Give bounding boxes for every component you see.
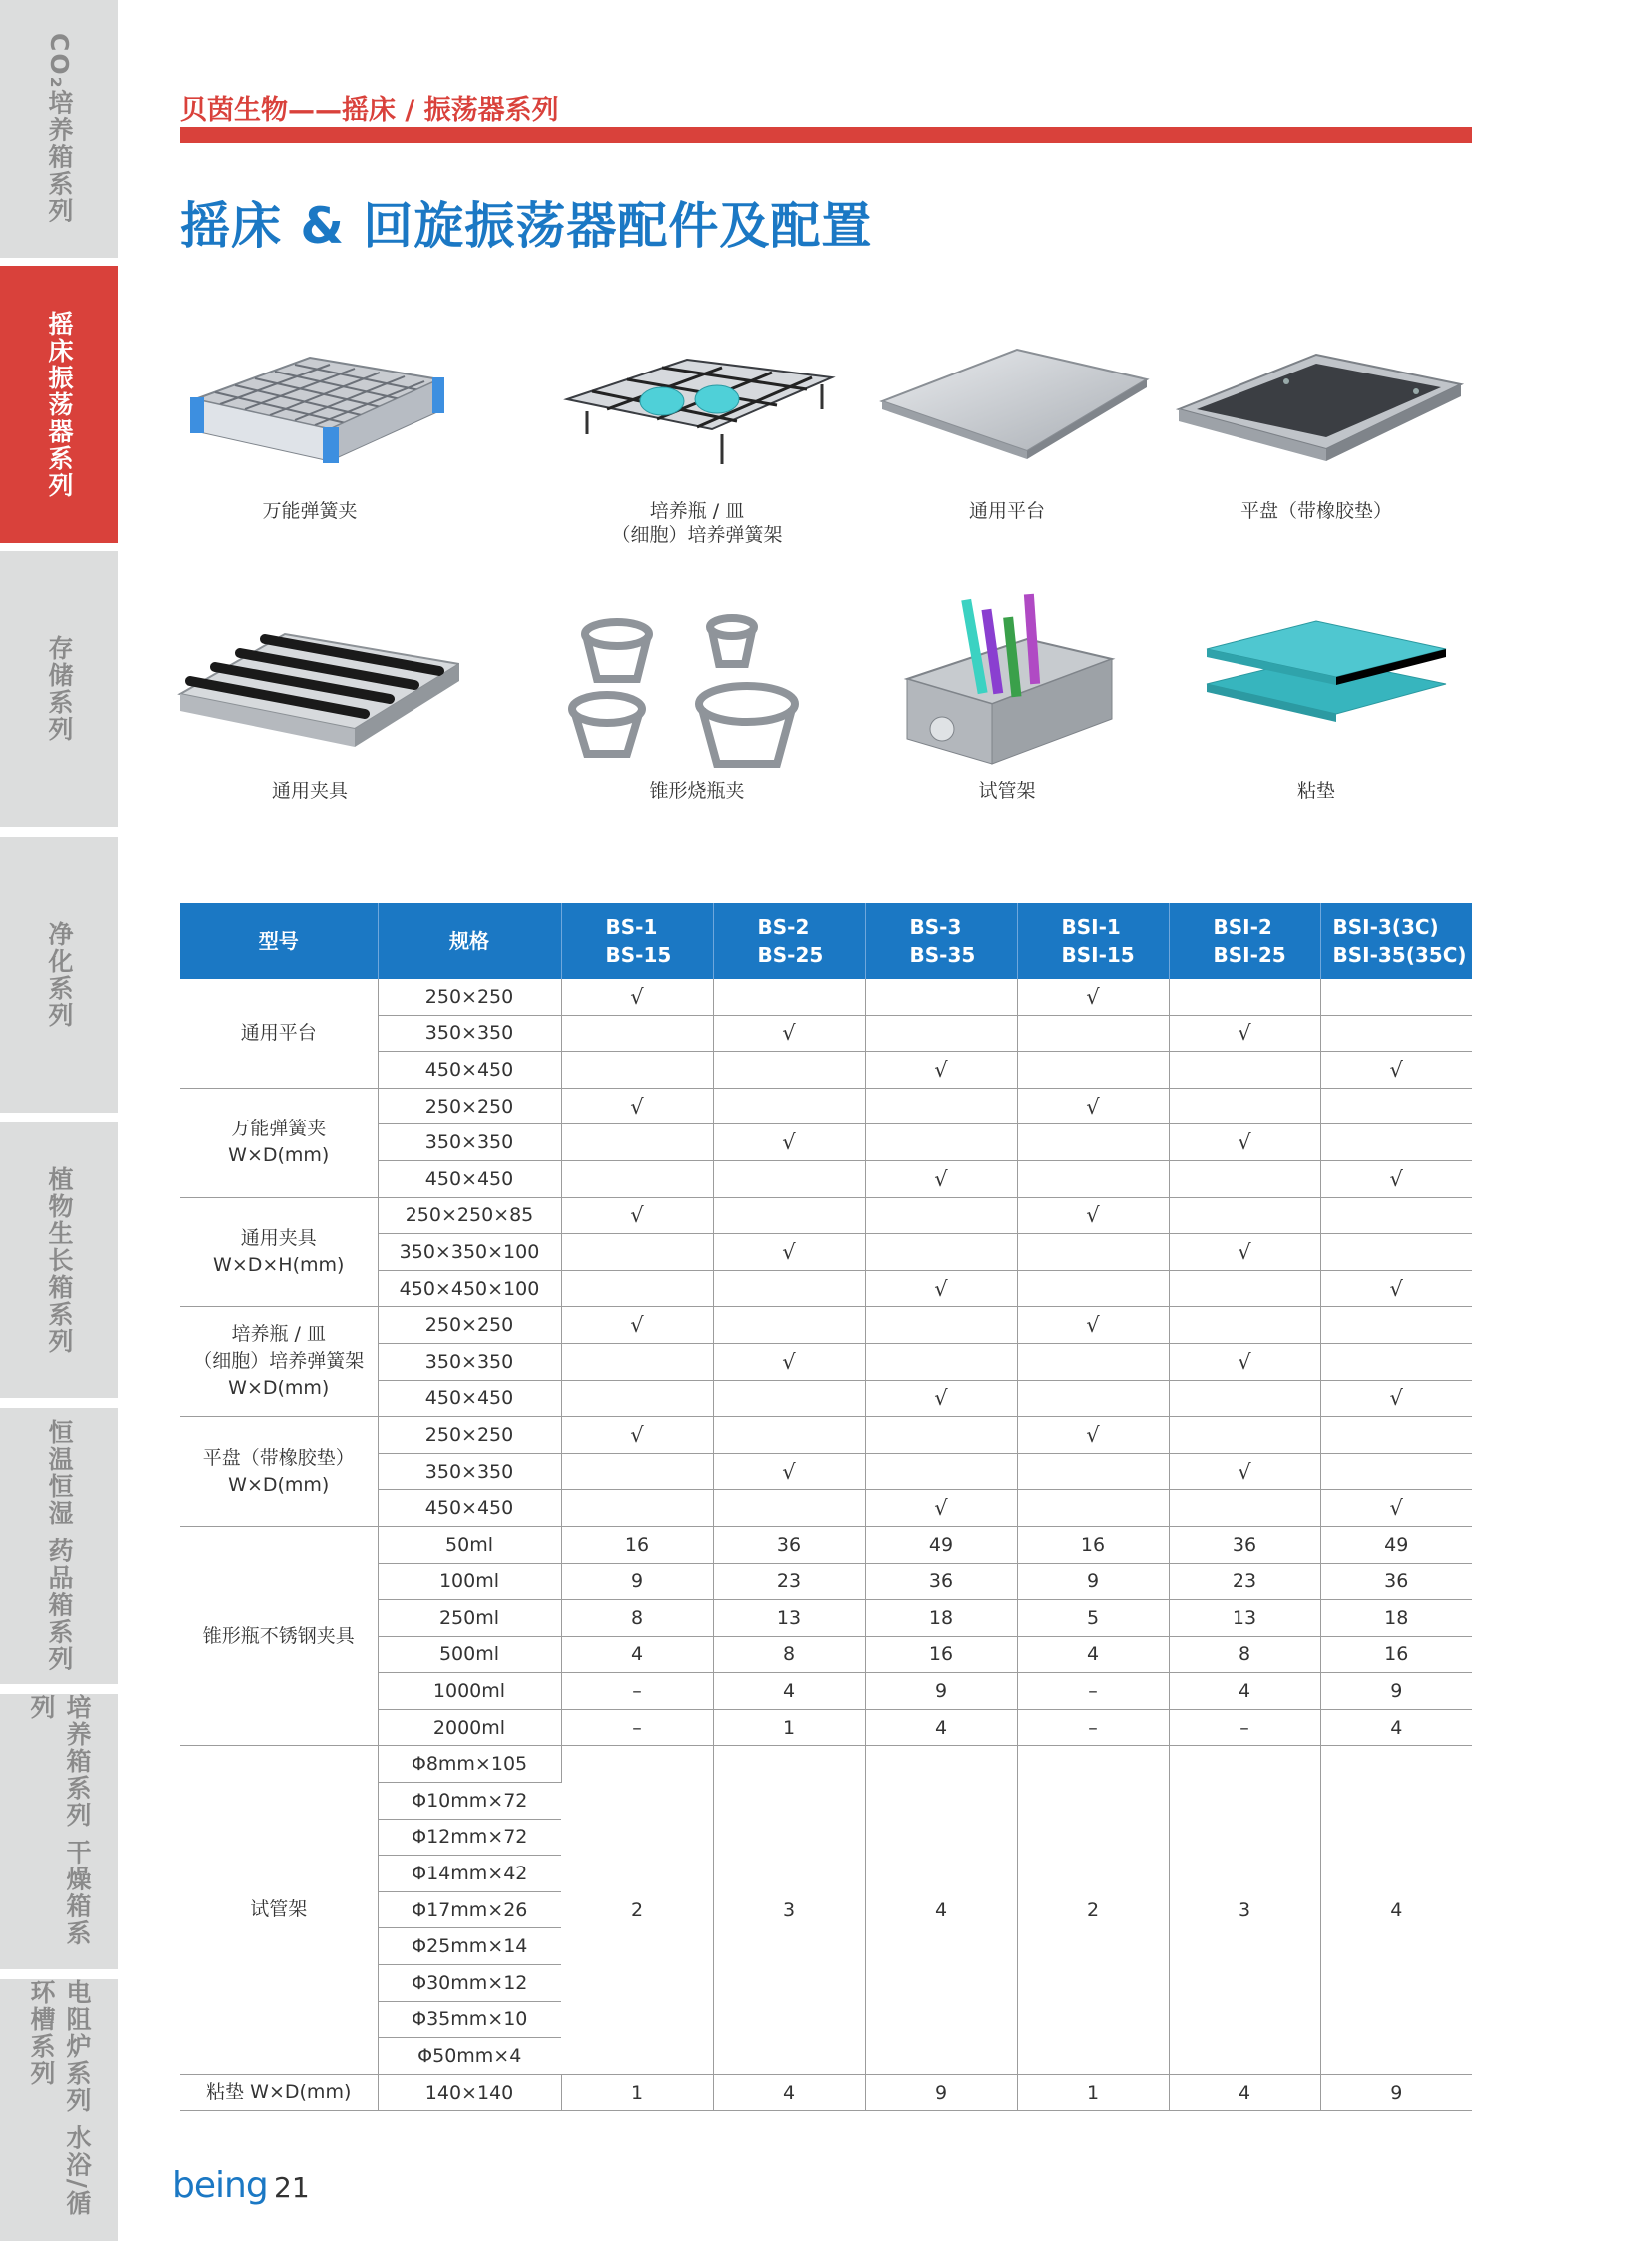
value-cell: [1320, 1307, 1472, 1344]
value-cell: 4: [713, 1673, 865, 1710]
value-cell: 49: [865, 1526, 1017, 1563]
value-cell: √: [1169, 1453, 1320, 1490]
value-cell: [1320, 1197, 1472, 1234]
spec-cell: 350×350×100: [378, 1234, 561, 1271]
test-tube-rack-icon: [857, 589, 1157, 769]
value-cell: [713, 1270, 865, 1307]
value-cell: [561, 1052, 713, 1089]
value-cell: 4: [1320, 1746, 1472, 2074]
value-cell: √: [865, 1490, 1017, 1527]
model-name: BS-25: [757, 943, 824, 967]
model-name: BSI-35(35C): [1332, 943, 1467, 967]
value-cell: √: [1169, 1343, 1320, 1380]
product-name: 通用平台: [968, 500, 1045, 522]
value-cell: √: [1169, 1124, 1320, 1161]
value-cell: √: [713, 1234, 865, 1271]
value-cell: [1017, 1380, 1169, 1417]
sidebar-tab-furnace-bath[interactable]: [0, 1979, 118, 2241]
being-logo: being: [172, 2165, 268, 2206]
product-name: 通用夹具: [271, 780, 348, 802]
value-cell: √: [865, 1380, 1017, 1417]
value-cell: 18: [865, 1600, 1017, 1637]
product-card: [160, 340, 459, 523]
row-group-label: 万能弹簧夹 W×D(mm): [180, 1088, 378, 1197]
model-name: BS-35: [909, 943, 976, 967]
value-cell: [1169, 1490, 1320, 1527]
spec-cell: Φ14mm×42: [378, 1856, 561, 1892]
value-cell: 2: [561, 1746, 713, 2074]
value-cell: [713, 1160, 865, 1197]
spec-cell: 450×450: [378, 1160, 561, 1197]
sidebar-tab-storage[interactable]: [0, 551, 118, 827]
model-name: BSI-15: [1061, 943, 1135, 967]
value-cell: [1320, 1417, 1472, 1454]
sidebar-tab-shaker[interactable]: [0, 266, 118, 543]
value-cell: [865, 1417, 1017, 1454]
spec-cell: 1000ml: [378, 1673, 561, 1710]
value-cell: 8: [561, 1600, 713, 1637]
value-cell: [1017, 1453, 1169, 1490]
value-cell: √: [865, 1160, 1017, 1197]
page-number: 21: [274, 2171, 310, 2204]
model-name: BS-3: [909, 915, 962, 939]
row-group-label: 试管架: [180, 1746, 378, 2074]
row-group-label: 粘垫 W×D(mm): [180, 2074, 378, 2111]
row-group-label: 平盘（带橡胶垫） W×D(mm): [180, 1417, 378, 1527]
spec-cell: 250ml: [378, 1600, 561, 1637]
spec-cell: 250×250: [378, 1307, 561, 1344]
value-cell: [561, 1270, 713, 1307]
value-cell: √: [1017, 979, 1169, 1015]
product-name: 平盘（带橡胶垫）: [1239, 500, 1392, 522]
value-cell: 2: [1017, 1746, 1169, 2074]
sidebar-tab-plant-growth[interactable]: [0, 1122, 118, 1398]
brand-series-label: 贝茵生物——摇床 / 振荡器系列: [180, 95, 559, 126]
value-cell: [1169, 1270, 1320, 1307]
value-cell: 16: [561, 1526, 713, 1563]
value-cell: [1017, 1343, 1169, 1380]
value-cell: 4: [561, 1636, 713, 1673]
row-group-label: 通用平台: [180, 979, 378, 1088]
value-cell: [1017, 1490, 1169, 1527]
value-cell: 4: [865, 1746, 1017, 2074]
value-cell: √: [713, 1453, 865, 1490]
value-cell: 23: [1169, 1563, 1320, 1600]
value-cell: √: [1169, 1015, 1320, 1052]
spec-table: [180, 903, 1472, 2111]
value-cell: [1169, 1307, 1320, 1344]
value-cell: [713, 1417, 865, 1454]
value-cell: [1017, 1015, 1169, 1052]
value-cell: [713, 1197, 865, 1234]
value-cell: [865, 1197, 1017, 1234]
value-cell: [865, 1234, 1017, 1271]
spec-cell: 350×350: [378, 1343, 561, 1380]
value-cell: √: [561, 1307, 713, 1344]
value-cell: √: [1320, 1490, 1472, 1527]
value-cell: 4: [865, 1709, 1017, 1746]
value-cell: 1: [561, 2074, 713, 2111]
value-cell: [1169, 1160, 1320, 1197]
flat-tray-icon: [1167, 340, 1466, 489]
product-card: [857, 589, 1157, 803]
value-cell: √: [865, 1052, 1017, 1089]
value-cell: [561, 1343, 713, 1380]
value-cell: –: [1017, 1709, 1169, 1746]
value-cell: [713, 979, 865, 1015]
product-name: 万能弹簧夹: [262, 500, 358, 522]
value-cell: 18: [1320, 1600, 1472, 1637]
header-model-4: [1017, 903, 1169, 979]
value-cell: √: [1017, 1088, 1169, 1124]
value-cell: [1320, 1088, 1472, 1124]
spec-cell: Φ8mm×105: [378, 1746, 561, 1783]
sidebar-tab-label: 电阻炉系列 水浴/循环槽系列: [27, 1979, 92, 2217]
table-row: [180, 1307, 1472, 1344]
value-cell: √: [561, 979, 713, 1015]
value-cell: [865, 1453, 1017, 1490]
sidebar-tab-label: 摇床振荡器系列: [45, 310, 74, 499]
category-sidebar: [0, 0, 118, 2241]
value-cell: √: [1320, 1380, 1472, 1417]
value-cell: –: [1017, 1673, 1169, 1710]
value-cell: [865, 1343, 1017, 1380]
value-cell: [865, 979, 1017, 1015]
header-model-5: [1169, 903, 1320, 979]
model-name: BS-15: [605, 943, 672, 967]
value-cell: 9: [1320, 1673, 1472, 1710]
product-card: [547, 609, 847, 803]
value-cell: 16: [1017, 1526, 1169, 1563]
value-cell: √: [1017, 1417, 1169, 1454]
value-cell: 13: [713, 1600, 865, 1637]
table-row: [180, 1746, 1472, 1783]
value-cell: 36: [713, 1526, 865, 1563]
value-cell: √: [713, 1124, 865, 1161]
model-name: BSI-2: [1213, 915, 1272, 939]
model-name: BSI-25: [1213, 943, 1286, 967]
spec-cell: Φ12mm×72: [378, 1819, 561, 1856]
sidebar-tab-label: 植物生长箱系列: [45, 1165, 74, 1355]
spec-cell: 100ml: [378, 1563, 561, 1600]
row-group-label: 培养瓶 / 皿 （细胞）培养弹簧架 W×D(mm): [180, 1307, 378, 1417]
value-cell: √: [713, 1343, 865, 1380]
header-spec: 规格: [378, 903, 561, 979]
row-group-label: 通用夹具 W×D×H(mm): [180, 1197, 378, 1307]
table-row: [180, 1197, 1472, 1234]
model-name: BSI-1: [1061, 915, 1121, 939]
header-model-3: [865, 903, 1017, 979]
value-cell: [1017, 1160, 1169, 1197]
value-cell: √: [1017, 1307, 1169, 1344]
value-cell: 1: [1017, 2074, 1169, 2111]
value-cell: 16: [865, 1636, 1017, 1673]
page-title: 摇床 & 回旋振荡器配件及配置: [180, 197, 873, 255]
spec-cell: 2000ml: [378, 1709, 561, 1746]
table-row: [180, 1526, 1472, 1563]
value-cell: [561, 1015, 713, 1052]
value-cell: [1320, 1343, 1472, 1380]
value-cell: √: [561, 1197, 713, 1234]
value-cell: [1169, 979, 1320, 1015]
product-card: [1167, 609, 1466, 803]
product-card: [160, 619, 459, 803]
model-name: BS-2: [757, 915, 810, 939]
value-cell: 9: [865, 2074, 1017, 2111]
value-cell: [561, 1234, 713, 1271]
sidebar-tab-label: CO₂培养箱系列: [45, 33, 74, 225]
spec-cell: Φ30mm×12: [378, 1965, 561, 2002]
header-model-6: [1320, 903, 1472, 979]
value-cell: 3: [713, 1746, 865, 2074]
value-cell: [713, 1380, 865, 1417]
product-name: 粘垫: [1296, 780, 1335, 802]
value-cell: [561, 1380, 713, 1417]
value-cell: √: [865, 1270, 1017, 1307]
value-cell: [561, 1453, 713, 1490]
value-cell: √: [1169, 1234, 1320, 1271]
value-cell: 4: [1017, 1636, 1169, 1673]
spec-cell: 450×450×100: [378, 1270, 561, 1307]
value-cell: 8: [1169, 1636, 1320, 1673]
spec-cell: 500ml: [378, 1636, 561, 1673]
value-cell: √: [561, 1417, 713, 1454]
sidebar-tab-co2[interactable]: [0, 0, 118, 258]
value-cell: 1: [713, 1709, 865, 1746]
value-cell: √: [1017, 1197, 1169, 1234]
table-row: [180, 2074, 1472, 2111]
model-name: BSI-3(3C): [1332, 915, 1439, 939]
sidebar-tab-label: 净化系列: [45, 921, 74, 1029]
header-model-1: [561, 903, 713, 979]
value-cell: 4: [1320, 1709, 1472, 1746]
culture-flask-spring-rack-icon: [547, 340, 847, 489]
value-cell: 16: [1320, 1636, 1472, 1673]
value-cell: [1320, 1453, 1472, 1490]
spec-cell: 250×250×85: [378, 1197, 561, 1234]
value-cell: –: [561, 1673, 713, 1710]
value-cell: 36: [1320, 1563, 1472, 1600]
sidebar-tab-humidity[interactable]: [0, 1408, 118, 1684]
table-row: [180, 1088, 1472, 1124]
value-cell: 36: [1169, 1526, 1320, 1563]
value-cell: 9: [1320, 2074, 1472, 2111]
spec-cell: 350×350: [378, 1453, 561, 1490]
spec-cell: 140×140: [378, 2074, 561, 2111]
sidebar-tab-incubator-dryer[interactable]: [0, 1694, 118, 1969]
value-cell: 13: [1169, 1600, 1320, 1637]
value-cell: [1320, 1015, 1472, 1052]
universal-clamp-icon: [160, 619, 459, 769]
value-cell: 4: [1169, 1673, 1320, 1710]
spec-cell: 250×250: [378, 1417, 561, 1454]
product-name: 培养瓶 / 皿 （细胞）培养弹簧架: [611, 500, 783, 546]
spec-cell: Φ10mm×72: [378, 1783, 561, 1820]
value-cell: 8: [713, 1636, 865, 1673]
spec-cell: 450×450: [378, 1380, 561, 1417]
value-cell: [713, 1052, 865, 1089]
value-cell: 9: [1017, 1563, 1169, 1600]
value-cell: 4: [713, 2074, 865, 2111]
value-cell: [713, 1307, 865, 1344]
spec-cell: 450×450: [378, 1490, 561, 1527]
spec-cell: 350×350: [378, 1124, 561, 1161]
product-card: [547, 340, 847, 547]
value-cell: [1169, 1088, 1320, 1124]
value-cell: [865, 1124, 1017, 1161]
value-cell: [1017, 1234, 1169, 1271]
value-cell: [561, 1160, 713, 1197]
table-body: [180, 979, 1472, 2111]
value-cell: [865, 1015, 1017, 1052]
value-cell: √: [713, 1015, 865, 1052]
value-cell: [1169, 1380, 1320, 1417]
spec-cell: 250×250: [378, 1088, 561, 1124]
value-cell: [1017, 1270, 1169, 1307]
value-cell: –: [1169, 1709, 1320, 1746]
value-cell: √: [1320, 1160, 1472, 1197]
spec-cell: 450×450: [378, 1052, 561, 1089]
value-cell: 4: [1169, 2074, 1320, 2111]
header-divider: [180, 127, 1472, 143]
value-cell: [561, 1490, 713, 1527]
value-cell: [561, 1124, 713, 1161]
value-cell: 36: [865, 1563, 1017, 1600]
sidebar-tab-label: 存储系列: [45, 635, 74, 743]
table-row: [180, 979, 1472, 1015]
value-cell: 5: [1017, 1600, 1169, 1637]
value-cell: [1320, 1234, 1472, 1271]
table-header-row: [180, 903, 1472, 979]
value-cell: [865, 1088, 1017, 1124]
value-cell: 9: [865, 1673, 1017, 1710]
header-model: 型号: [180, 903, 378, 979]
table-row: [180, 1417, 1472, 1454]
value-cell: [1017, 1124, 1169, 1161]
product-name: 锥形烧瓶夹: [649, 780, 745, 802]
value-cell: 23: [713, 1563, 865, 1600]
value-cell: [1320, 1124, 1472, 1161]
spec-cell: Φ25mm×14: [378, 1928, 561, 1965]
erlenmeyer-clamp-icon: [547, 609, 847, 769]
value-cell: [713, 1490, 865, 1527]
spec-cell: Φ35mm×10: [378, 2001, 561, 2038]
value-cell: √: [1320, 1270, 1472, 1307]
value-cell: [865, 1307, 1017, 1344]
product-card: [1167, 340, 1466, 523]
product-name: 试管架: [978, 780, 1036, 802]
model-name: BS-1: [605, 915, 658, 939]
value-cell: [1169, 1052, 1320, 1089]
value-cell: –: [561, 1709, 713, 1746]
spec-cell: Φ17mm×26: [378, 1891, 561, 1928]
spec-cell: 50ml: [378, 1526, 561, 1563]
value-cell: √: [1320, 1052, 1472, 1089]
sidebar-tab-label: 培养箱系列 干燥箱系列: [27, 1694, 92, 1947]
header-model-2: [713, 903, 865, 979]
value-cell: 3: [1169, 1746, 1320, 2074]
value-cell: [1320, 979, 1472, 1015]
value-cell: 9: [561, 1563, 713, 1600]
row-group-label: 锥形瓶不锈钢夹具: [180, 1526, 378, 1746]
sidebar-tab-purification[interactable]: [0, 837, 118, 1113]
value-cell: [713, 1088, 865, 1124]
spec-cell: 350×350: [378, 1015, 561, 1052]
spec-cell: 250×250: [378, 979, 561, 1015]
sticky-mat-icon: [1167, 609, 1466, 769]
sidebar-tab-label: 恒温恒湿 药品箱系列: [45, 1419, 74, 1673]
value-cell: 49: [1320, 1526, 1472, 1563]
value-cell: [1169, 1417, 1320, 1454]
universal-platform-icon: [857, 340, 1157, 489]
value-cell: [1017, 1052, 1169, 1089]
value-cell: [1169, 1197, 1320, 1234]
spec-cell: Φ50mm×4: [378, 2038, 561, 2075]
spring-clamp-rack-icon: [160, 340, 459, 489]
value-cell: √: [561, 1088, 713, 1124]
product-card: [857, 340, 1157, 523]
